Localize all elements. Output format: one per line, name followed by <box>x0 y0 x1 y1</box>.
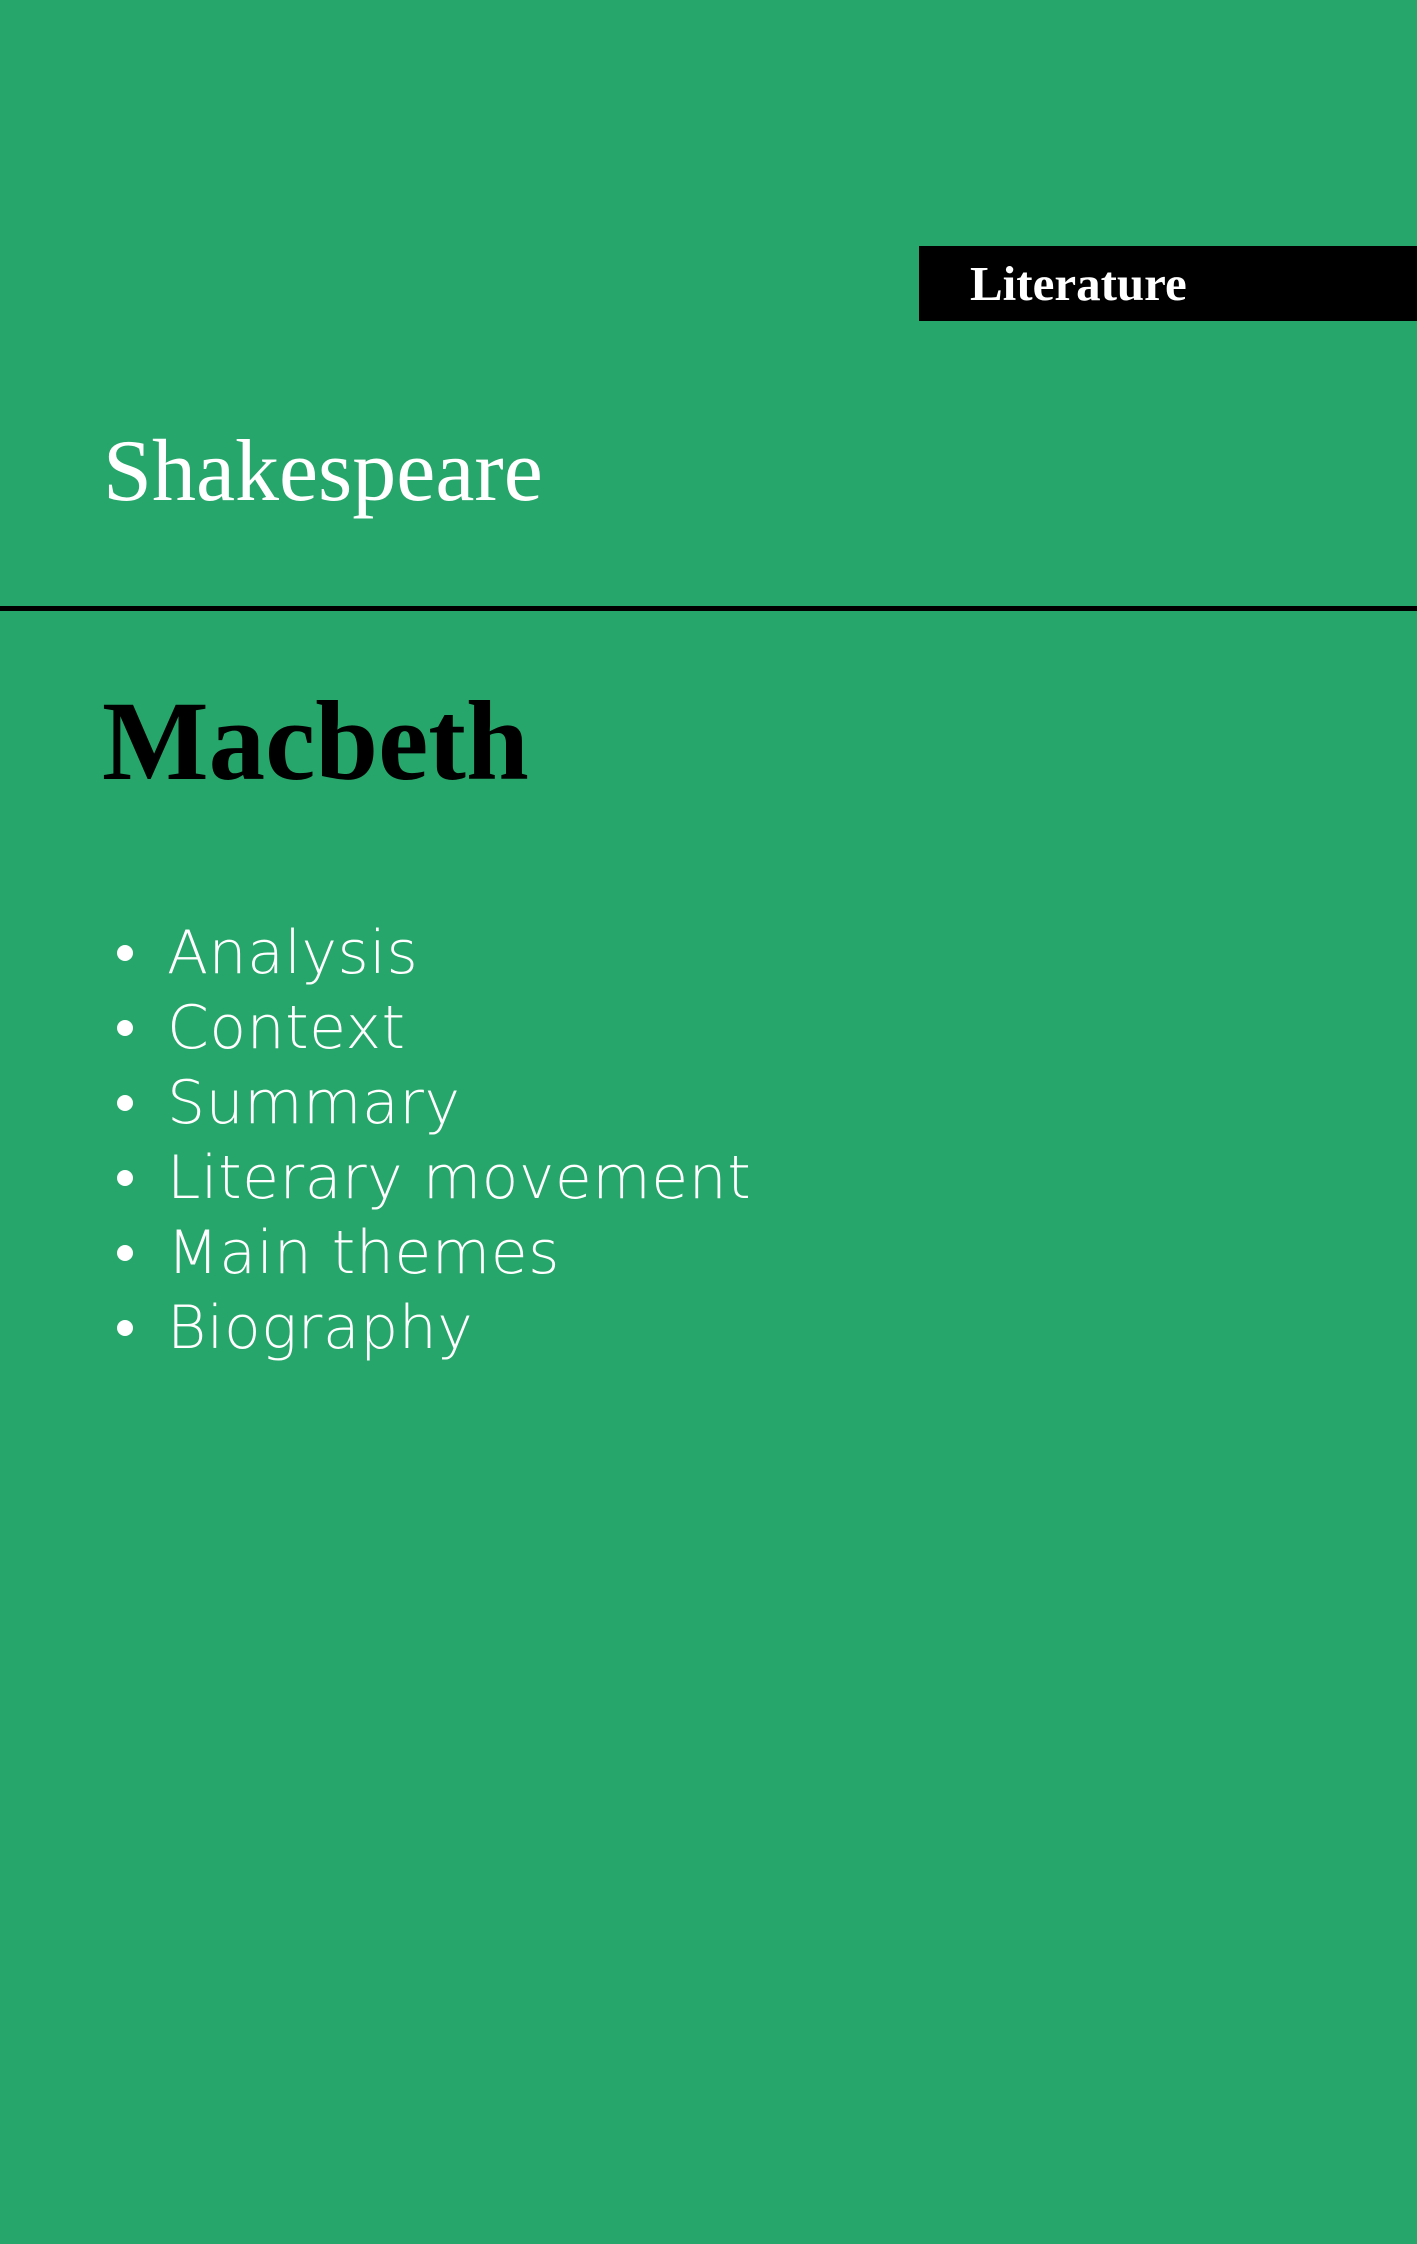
contents-list <box>110 915 751 1365</box>
bullet-dot-icon <box>117 945 133 961</box>
bullet-dot-icon <box>117 1245 133 1261</box>
category-tag <box>919 246 1417 321</box>
list-item <box>110 990 751 1065</box>
book-title: Macbeth <box>102 679 529 804</box>
list-item-label: Context <box>167 992 406 1063</box>
list-item-label: Summary <box>167 1067 461 1138</box>
bullet-dot-icon <box>117 1095 133 1111</box>
list-item <box>110 1065 751 1140</box>
bullet-dot-icon <box>117 1170 133 1186</box>
author-name: Shakespeare <box>103 423 543 520</box>
list-item-label: Main themes <box>167 1217 560 1288</box>
list-item <box>110 915 751 990</box>
list-item-label: Biography <box>167 1292 474 1363</box>
list-item-label: Analysis <box>167 917 419 988</box>
list-item-label: Literary movement <box>167 1142 752 1213</box>
bullet-dot-icon <box>117 1020 133 1036</box>
bullet-dot-icon <box>117 1320 133 1336</box>
category-label: Literature <box>970 256 1187 311</box>
list-item <box>110 1140 751 1215</box>
divider <box>0 606 1417 611</box>
list-item <box>110 1290 751 1365</box>
list-item <box>110 1215 751 1290</box>
